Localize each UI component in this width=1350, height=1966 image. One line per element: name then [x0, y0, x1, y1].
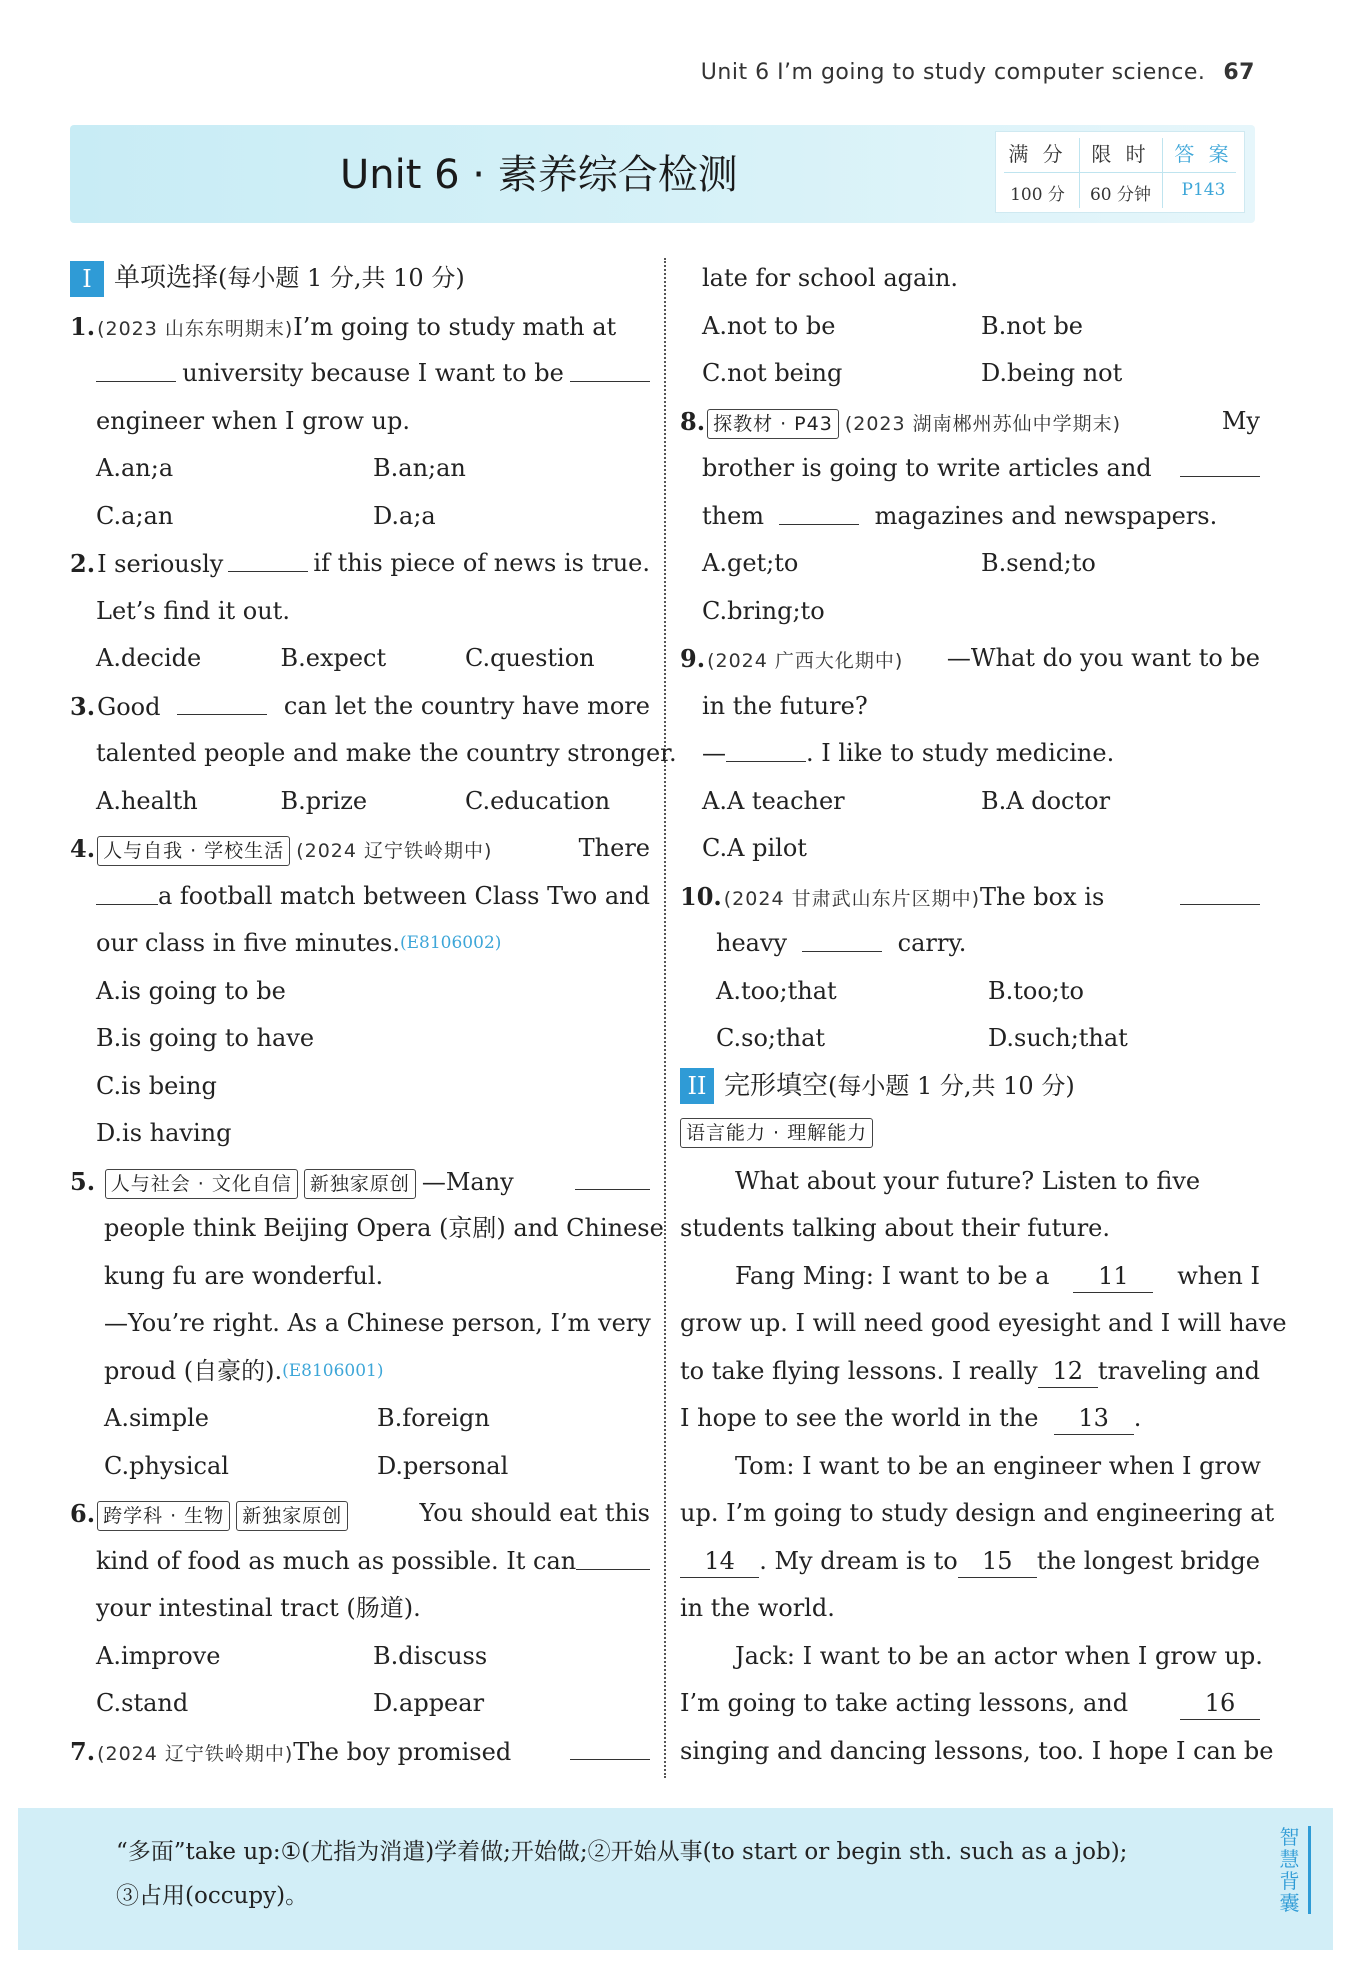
- cloze-blank-15[interactable]: 15: [958, 1544, 1037, 1578]
- question-number: 2.: [70, 549, 96, 578]
- cloze-line: [680, 1680, 1260, 1728]
- cloze-line: [680, 1253, 1260, 1301]
- cloze-line: [680, 1585, 1260, 1633]
- question-number: 8.: [680, 406, 706, 436]
- answer-blank[interactable]: [96, 873, 158, 905]
- question-text: I’m going to study math at: [293, 312, 617, 341]
- question-text: Let’s find it out.: [96, 596, 290, 625]
- option-c[interactable]: C.stand: [96, 1689, 189, 1717]
- cloze-line: [680, 1728, 1274, 1776]
- cloze-text: . My dream is to: [759, 1546, 958, 1575]
- cloze-blank-16[interactable]: 16: [1180, 1686, 1260, 1720]
- answer-blank[interactable]: [779, 493, 859, 525]
- cloze-line: [680, 1633, 1263, 1681]
- footer-text: [116, 1830, 1127, 1918]
- section-heading: [70, 255, 650, 303]
- question-line: [70, 1205, 664, 1253]
- options: [70, 493, 650, 541]
- question-line: [70, 920, 650, 968]
- score-divider: [1079, 138, 1080, 208]
- cloze-text: when I: [1177, 1261, 1260, 1290]
- question-text: in the future?: [702, 691, 868, 720]
- option-b[interactable]: B.too;to: [988, 976, 1084, 1005]
- question-source: (2024 辽宁铁岭期中): [296, 840, 493, 862]
- page-number: 67: [1223, 60, 1255, 85]
- topic-tag: 人与社会 · 文化自信: [105, 1169, 298, 1199]
- question-number: 7.: [70, 1736, 96, 1766]
- question-source: (2024 辽宁铁岭期中): [97, 1742, 294, 1765]
- option-c[interactable]: C.is being: [96, 1071, 217, 1100]
- option-b[interactable]: B.A doctor: [981, 786, 1111, 815]
- option-c[interactable]: C.physical: [104, 1451, 229, 1480]
- section-title: 单项选择: [114, 263, 219, 293]
- option-a[interactable]: A.is going to be: [96, 976, 286, 1005]
- topic-tag: 跨学科 · 生物: [97, 1501, 230, 1531]
- section-subtitle: (每小题 1 分,共 10 分): [828, 1071, 1075, 1100]
- item-code: (E8106002): [400, 933, 502, 953]
- option-d[interactable]: D.such;that: [988, 1024, 1128, 1052]
- options: [680, 540, 1260, 588]
- question-line: [680, 683, 1260, 731]
- question-line: [70, 398, 650, 446]
- question-line: [70, 1253, 650, 1301]
- option-b[interactable]: B.not be: [981, 311, 1084, 340]
- tip-footer: [18, 1808, 1333, 1950]
- answer-blank[interactable]: [802, 920, 882, 952]
- option-b[interactable]: B.send;to: [981, 549, 1096, 577]
- footer-side-label: 智慧背囊: [1275, 1826, 1311, 1914]
- question-line: [70, 1348, 650, 1396]
- question-text: —You’re right. As a Chinese person, I’m very: [104, 1309, 651, 1337]
- answer-blank[interactable]: [1180, 445, 1260, 477]
- title-banner: [70, 125, 1255, 223]
- question-text: if this piece of news is true.: [313, 549, 650, 577]
- question-text: —: [702, 739, 726, 767]
- answer-blank[interactable]: [570, 350, 650, 382]
- answer-blank[interactable]: [575, 1158, 650, 1190]
- options: [680, 350, 1260, 398]
- option-d[interactable]: D.being not: [981, 359, 1123, 387]
- original-tag: 新独家原创: [304, 1169, 416, 1199]
- question-source: (2024 甘肃武山东片区期中): [723, 887, 980, 910]
- question-source: (2023 湖南郴州苏仙中学期末): [844, 412, 1122, 435]
- option-a[interactable]: A.improve: [96, 1641, 221, 1670]
- options: [70, 1680, 650, 1728]
- question-text: our class in five minutes.: [96, 929, 400, 957]
- option-a[interactable]: A.A teacher: [702, 786, 845, 815]
- original-tag: 新独家原创: [236, 1501, 348, 1531]
- option-a[interactable]: A.get;to: [702, 549, 799, 577]
- question-text: proud (自豪的).: [104, 1356, 283, 1385]
- cloze-text: Tom: I want to be an engineer when I grow: [735, 1451, 1261, 1480]
- cloze-line: [680, 1158, 1260, 1206]
- answer-blank[interactable]: [96, 350, 176, 382]
- answer-blank[interactable]: [177, 683, 267, 715]
- option-a[interactable]: A.health: [96, 786, 198, 815]
- answer-page: P143: [1181, 180, 1226, 200]
- cloze-text: .: [1133, 1404, 1142, 1432]
- time-limit-value: 60 分钟: [1089, 185, 1152, 205]
- question-line: [70, 873, 650, 921]
- option-a[interactable]: A.simple: [104, 1404, 209, 1432]
- question-number: 1.: [70, 311, 96, 341]
- topic-tag: 探教材 · P43: [707, 409, 839, 439]
- cloze-text: to take flying lessons. I really: [680, 1356, 1038, 1385]
- options: [70, 1443, 650, 1491]
- question-text: engineer when I grow up.: [96, 406, 410, 435]
- question-source: (2024 广西大化期中): [707, 650, 904, 672]
- score-divider: [1162, 138, 1163, 208]
- question-text: Good: [97, 692, 161, 721]
- options: [70, 445, 650, 493]
- question-9: [680, 635, 1260, 683]
- question-text: university because I want to be: [182, 359, 564, 387]
- section-title: 完形填空: [724, 1070, 829, 1101]
- option-a[interactable]: A.an;a: [96, 454, 174, 482]
- cloze-line: [680, 1538, 1260, 1586]
- option-b[interactable]: B.prize: [280, 786, 368, 815]
- cloze-line: [680, 1348, 1260, 1396]
- question-6: [70, 1490, 650, 1538]
- question-8: [680, 398, 1260, 446]
- cloze-blank-11[interactable]: 11: [1073, 1259, 1153, 1293]
- cloze-line: [680, 1300, 1287, 1348]
- time-limit-label: 限 时: [1091, 142, 1150, 166]
- full-score-value: 100 分: [1010, 185, 1065, 205]
- question-text: them: [702, 501, 765, 530]
- cloze-text: in the world.: [680, 1594, 835, 1622]
- question-4: [70, 825, 650, 873]
- cloze-text: Fang Ming: I want to be a: [735, 1261, 1050, 1290]
- question-text: —What do you want to be: [946, 644, 1260, 672]
- question-line: [70, 588, 650, 636]
- option-b[interactable]: B.discuss: [373, 1641, 488, 1670]
- cloze-line: [680, 1443, 1260, 1491]
- options: [680, 968, 1260, 1016]
- option-d[interactable]: D.is having: [96, 1119, 232, 1147]
- question-line: [70, 1585, 650, 1633]
- cloze-text: up. I’m going to study design and engineering at: [680, 1499, 1275, 1527]
- options: [680, 1015, 1260, 1063]
- options: [680, 778, 1260, 826]
- question-line: [70, 1300, 650, 1348]
- question-number: 4.: [70, 834, 96, 863]
- item-code: (E8106001): [282, 1360, 384, 1381]
- column-divider: [664, 258, 666, 1778]
- question-text: The boy promised: [293, 1737, 512, 1766]
- section-heading: [680, 1063, 1260, 1111]
- cloze-text: grow up. I will need good eyesight and I will have: [680, 1309, 1287, 1337]
- answer-blank[interactable]: [228, 540, 308, 572]
- option-d[interactable]: D.personal: [377, 1451, 509, 1480]
- cloze-blank-13[interactable]: 13: [1054, 1401, 1134, 1435]
- question-text: —Many: [421, 1167, 514, 1196]
- question-1: [70, 303, 650, 351]
- option-d[interactable]: D.appear: [373, 1689, 485, 1717]
- score-divider: [1004, 172, 1236, 173]
- question-text: I seriously: [97, 550, 224, 578]
- question-3: [70, 683, 650, 731]
- question-text: magazines and newspapers.: [874, 501, 1218, 530]
- answer-blank[interactable]: [570, 1728, 650, 1760]
- footer-line: “多面”take up:①(尤指为消遣)学着做;开始做;②开始从事(to start or begin sth. such as a job);: [116, 1839, 1128, 1865]
- cloze-line: [680, 1205, 1260, 1253]
- option-c[interactable]: C.not being: [702, 359, 843, 387]
- score-box: [995, 131, 1245, 213]
- question-source: (2023 山东东明期末): [97, 317, 294, 340]
- question-text: The box is: [980, 882, 1105, 911]
- section-subtitle: (每小题 1 分,共 10 分): [218, 264, 465, 292]
- question-text: carry.: [897, 929, 967, 957]
- options: [70, 778, 650, 826]
- right-column: [680, 255, 1287, 1775]
- option-c[interactable]: C.bring;to: [702, 596, 825, 625]
- cloze-line: [680, 1395, 1260, 1443]
- option-a[interactable]: A.too;that: [716, 976, 837, 1005]
- section-badge: II: [680, 1068, 714, 1104]
- question-number: 9.: [680, 644, 706, 673]
- cloze-blank-12[interactable]: 12: [1038, 1354, 1098, 1388]
- cloze-text: I hope to see the world in the: [680, 1404, 1039, 1432]
- question-text: late for school again.: [702, 264, 959, 292]
- question-text: your intestinal tract (肠道).: [96, 1594, 421, 1622]
- question-text: My: [1221, 406, 1260, 435]
- question-text: kind of food as much as possible. It can: [96, 1546, 577, 1575]
- running-head: [701, 60, 1255, 85]
- question-text: You should eat this: [419, 1499, 650, 1527]
- option-c[interactable]: C.education: [464, 786, 611, 815]
- question-number: 5.: [70, 1166, 96, 1196]
- skill-tag-row: [680, 1110, 1260, 1158]
- question-10: [680, 873, 1260, 921]
- answer-blank[interactable]: [1180, 873, 1260, 905]
- cloze-blank-14[interactable]: 14: [680, 1544, 759, 1578]
- page-title: Unit 6 · 素养综合检测: [340, 152, 738, 198]
- left-column: [70, 255, 677, 1775]
- question-text: . I like to study medicine.: [806, 739, 1115, 767]
- question-text: heavy: [716, 929, 788, 957]
- question-text: brother is going to write articles and: [702, 454, 1152, 482]
- question-text: a football match between Class Two and: [157, 881, 650, 910]
- option-b[interactable]: B.an;an: [373, 454, 466, 482]
- option-c[interactable]: C.A pilot: [702, 834, 807, 862]
- cloze-text: I’m going to take acting lessons, and: [680, 1689, 1129, 1717]
- cloze-text: traveling and: [1097, 1356, 1260, 1385]
- full-score-label: 满 分: [1008, 142, 1067, 166]
- answer-blank[interactable]: [726, 730, 806, 762]
- cloze-text: Jack: I want to be an actor when I grow up.: [735, 1641, 1263, 1670]
- question-line: [680, 445, 1260, 493]
- topic-tag: 人与自我 · 学校生活: [97, 836, 290, 866]
- running-head-text: Unit 6 I’m going to study computer science.: [700, 60, 1206, 85]
- question-text: kung fu are wonderful.: [104, 1261, 384, 1290]
- skill-tag: 语言能力 · 理解能力: [680, 1118, 873, 1148]
- question-text: people think Beijing Opera (京剧) and Chinese: [104, 1214, 664, 1242]
- cloze-text: singing and dancing lessons, too. I hope I can be: [680, 1736, 1274, 1765]
- question-line: [70, 350, 650, 398]
- question-number: 6.: [70, 1499, 96, 1528]
- question-line: [680, 255, 1260, 303]
- question-line: [70, 730, 677, 778]
- cloze-line: [680, 1490, 1275, 1538]
- question-number: 10.: [680, 881, 722, 911]
- answer-blank[interactable]: [576, 1538, 650, 1570]
- question-line: [680, 920, 1260, 968]
- footer-line: ③占用(occupy)。: [116, 1883, 309, 1909]
- question-text: talented people and make the country stronger.: [96, 739, 677, 767]
- question-line: [680, 493, 1260, 541]
- option-a[interactable]: A.decide: [96, 644, 202, 672]
- answer-label: 答 案: [1174, 142, 1233, 166]
- option-b[interactable]: B.expect: [280, 644, 387, 672]
- question-5: [70, 1158, 650, 1206]
- question-line: [680, 730, 1260, 778]
- option-c[interactable]: C.a;an: [96, 501, 174, 530]
- question-2: [70, 540, 650, 588]
- options: [70, 635, 650, 683]
- option-c[interactable]: C.so;that: [716, 1024, 826, 1052]
- options: [680, 303, 1260, 351]
- cloze-text: students talking about their future.: [680, 1214, 1111, 1242]
- option-d[interactable]: D.a;a: [373, 501, 436, 530]
- cloze-text: the longest bridge: [1036, 1546, 1260, 1575]
- question-7: [70, 1728, 650, 1776]
- options: [70, 1395, 650, 1443]
- options: [70, 1633, 650, 1681]
- cloze-text: What about your future? Listen to five: [735, 1166, 1201, 1195]
- question-text: There: [578, 834, 650, 862]
- question-text: can let the country have more: [283, 691, 650, 720]
- option-b[interactable]: B.foreign: [377, 1404, 490, 1432]
- option-c[interactable]: C.question: [464, 644, 595, 672]
- question-number: 3.: [70, 691, 96, 721]
- question-line: [70, 1538, 650, 1586]
- option-b[interactable]: B.is going to have: [96, 1024, 315, 1052]
- option-a[interactable]: A.not to be: [702, 311, 836, 340]
- section-badge: I: [70, 261, 104, 297]
